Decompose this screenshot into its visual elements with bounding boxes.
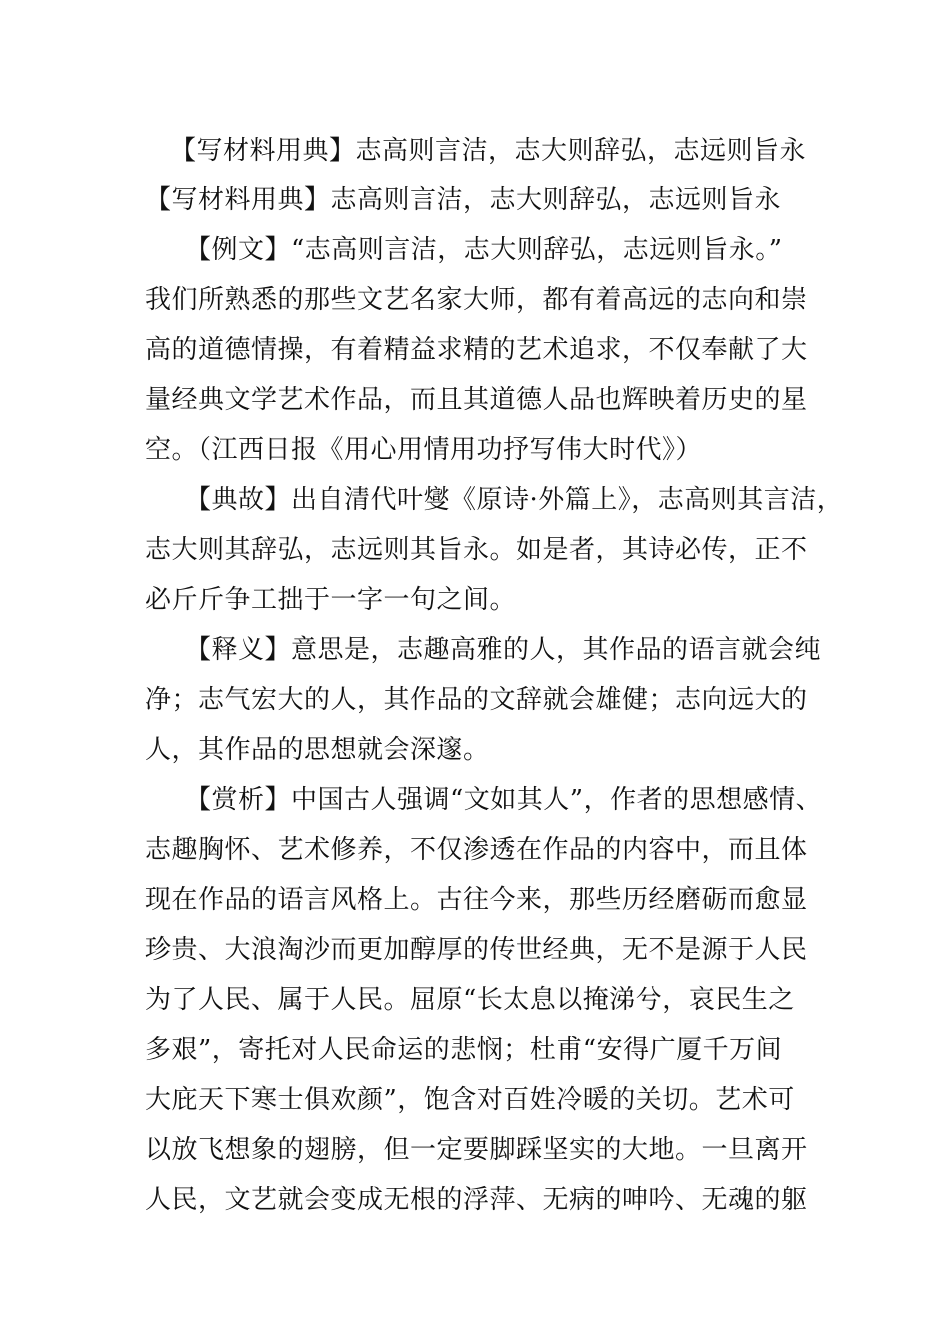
text-line: 净；志气宏大的人，其作品的文辞就会雄健；志向远大的 — [145, 685, 808, 715]
example-heading-line: 【例文】“志高则言洁，志大则辞弘，志远则旨永。” — [185, 235, 783, 265]
text-line: 多艰”，寄托对人民命运的悲悯；杜甫“安得广厦千万间 — [145, 1035, 783, 1065]
document-title: 【写材料用典】志高则言洁，志大则辞弘，志远则旨永 — [170, 136, 807, 166]
text-line: 大庇天下寒士俱欢颜”，饱含对百姓冷暖的关切。艺术可 — [145, 1085, 795, 1115]
document-subtitle: 【写材料用典】志高则言洁，志大则辞弘，志远则旨永 — [145, 185, 782, 215]
text-line: 志大则其辞弘，志远则其旨永。如是者，其诗必传，正不 — [145, 535, 808, 565]
allusion-heading-line: 【典故】出自清代叶燮《原诗·外篇上》，志高则其言洁， — [185, 485, 844, 515]
text-line: 志趣胸怀、艺术修养，不仅渗透在作品的内容中，而且体 — [145, 835, 808, 865]
text-line: 空。（江西日报《用心用情用功抒写伟大时代》） — [145, 435, 703, 465]
text-line: 珍贵、大浪淘沙而更加醇厚的传世经典，无不是源于人民 — [145, 935, 808, 965]
text-line: 以放飞想象的翅膀，但一定要脚踩坚实的大地。一旦离开 — [145, 1135, 808, 1165]
text-line: 必斤斤争工拙于一字一句之间。 — [145, 585, 517, 615]
text-line: 为了人民、属于人民。屈原“长太息以掩涕兮，哀民生之 — [145, 985, 795, 1015]
meaning-heading-line: 【释义】意思是，志趣高雅的人，其作品的语言就会纯 — [185, 635, 822, 665]
text-line: 我们所熟悉的那些文艺名家大师，都有着高远的志向和崇 — [145, 285, 808, 315]
text-line: 现在作品的语言风格上。古往今来，那些历经磨砺而愈显 — [145, 885, 808, 915]
appreciation-heading-line: 【赏析】中国古人强调“文如其人”，作者的思想感情、 — [185, 785, 823, 815]
text-line: 人，其作品的思想就会深邃。 — [145, 735, 490, 765]
text-line: 人民，文艺就会变成无根的浮萍、无病的呻吟、无魂的躯 — [145, 1185, 808, 1215]
text-line: 量经典文学艺术作品，而且其道德人品也辉映着历史的星 — [145, 385, 808, 415]
text-line: 高的道德情操，有着精益求精的艺术追求，不仅奉献了大 — [145, 335, 808, 365]
